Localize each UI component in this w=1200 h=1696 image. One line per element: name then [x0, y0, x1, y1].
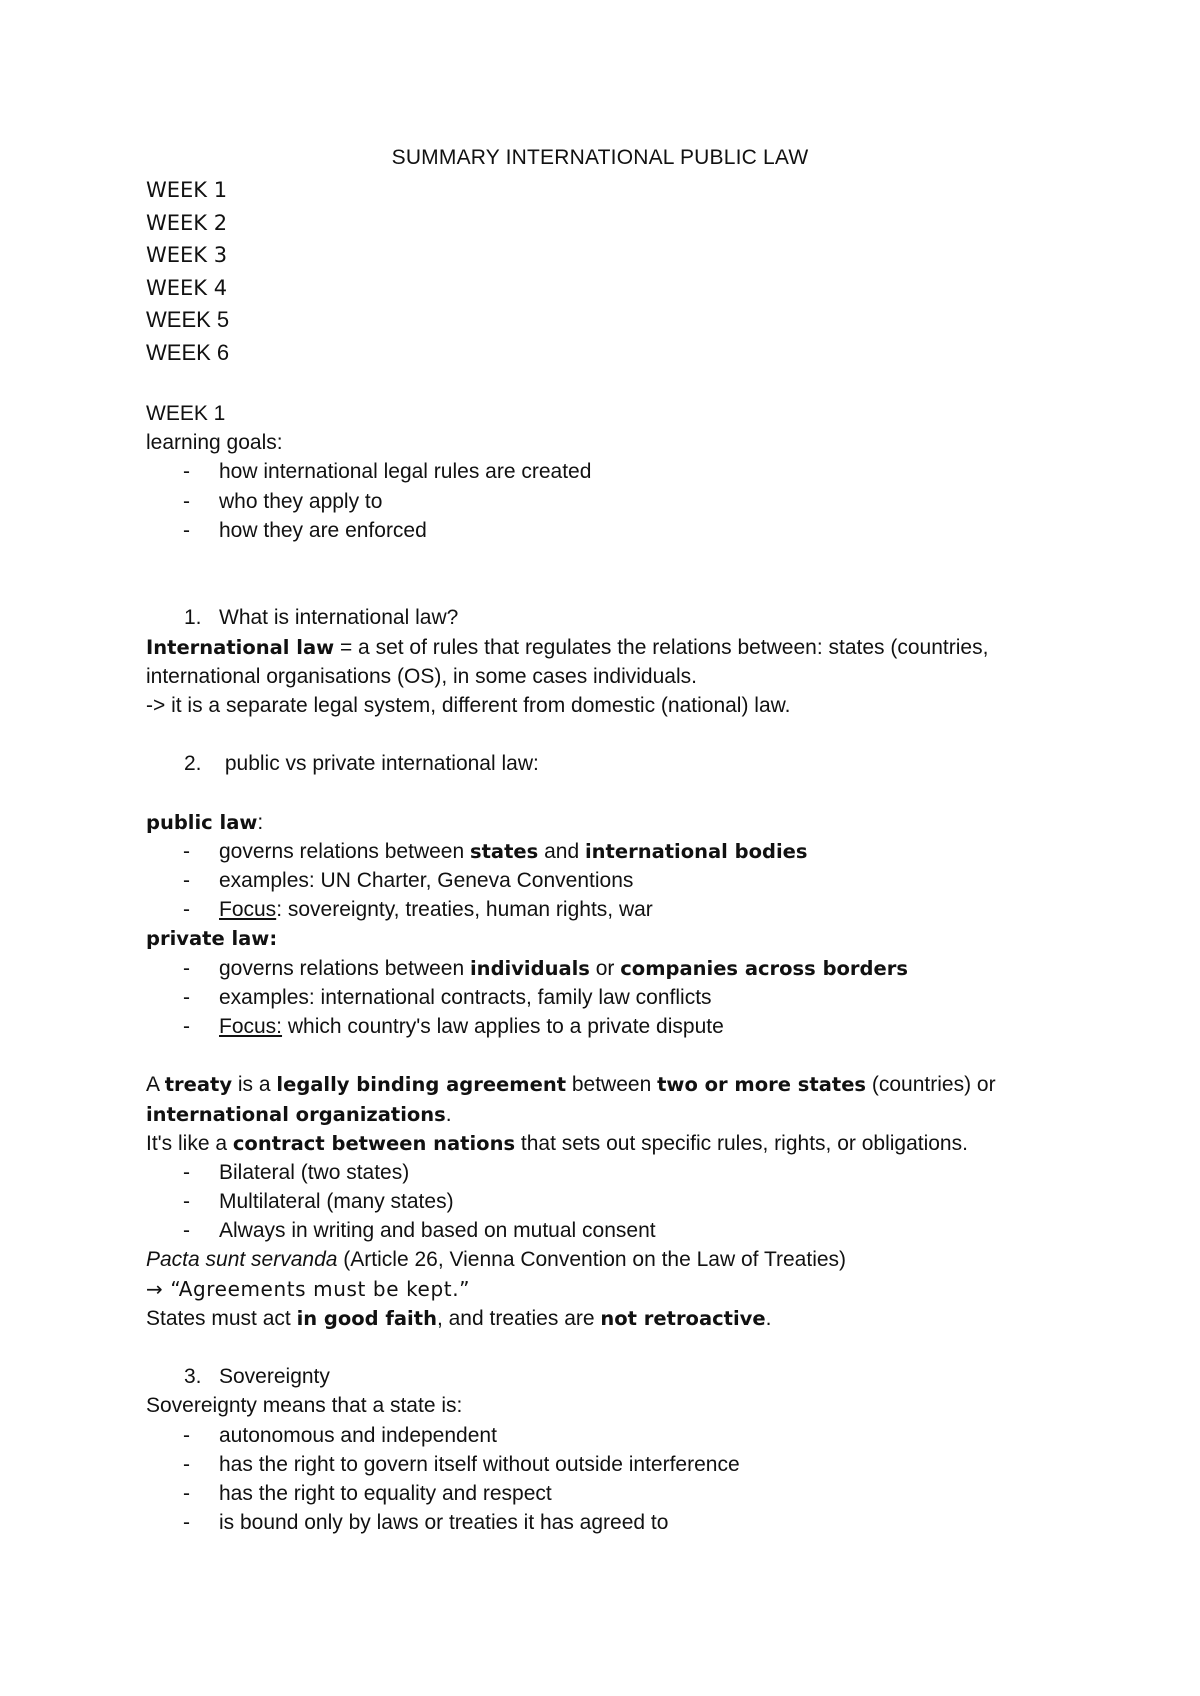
paragraph: States must act in good faith, and treaties are not retroactive.	[146, 1306, 772, 1330]
list-item: - how international legal rules are created	[146, 457, 1066, 486]
paragraph: International law = a set of rules that regulates the relations between: states (countries,	[146, 635, 989, 659]
bullet: -	[183, 489, 190, 513]
toc-item[interactable]: WEEK 3	[146, 243, 228, 267]
list-item: - has the right to equality and respect	[183, 1481, 552, 1505]
paragraph: It's like a contract between nations that sets out specific rules, rights, or obligations.	[146, 1131, 968, 1155]
section-heading: 3. Sovereignty	[184, 1365, 330, 1389]
list-item: - autonomous and independent	[183, 1423, 497, 1447]
quote: → “Agreements must be kept.”	[146, 1276, 471, 1301]
bullet: -	[183, 460, 190, 484]
toc-item[interactable]: WEEK 4	[146, 275, 228, 300]
paragraph: A treaty is a legally binding agreement between two or more states (countries) or	[146, 1073, 996, 1097]
table-of-contents	[146, 174, 229, 369]
list-item: - Bilateral (two states)	[183, 1160, 410, 1184]
toc-item[interactable]: WEEK 5	[146, 307, 230, 332]
document-title: SUMMARY INTERNATIONAL PUBLIC LAW	[391, 146, 809, 169]
document-body	[146, 399, 1066, 1537]
section-heading: 1. What is international law?	[184, 606, 459, 630]
paragraph: -> it is a separate legal system, different from domestic (national) law.	[146, 693, 791, 717]
list-item: - Always in writing and based on mutual consent	[183, 1219, 656, 1243]
paragraph: international organizations.	[146, 1102, 452, 1126]
toc-item[interactable]: WEEK 1	[146, 178, 228, 202]
list-item: - Focus: sovereignty, treaties, human rights, war	[183, 898, 653, 922]
paragraph: Sovereignty means that a state is:	[146, 1394, 463, 1418]
subheading: public law:	[146, 810, 264, 834]
list-item: - how they are enforced	[146, 516, 1066, 545]
list-item: - who they apply to	[146, 487, 1066, 516]
bullet: -	[183, 518, 190, 542]
toc-item[interactable]: WEEK 2	[146, 210, 228, 235]
list-item: - Multilateral (many states)	[183, 1190, 454, 1214]
section-heading: 2. public vs private international law:	[184, 752, 539, 776]
list-item: - examples: UN Charter, Geneva Conventions	[183, 869, 634, 893]
list-item: - examples: international contracts, family law conflicts	[183, 985, 712, 1009]
toc-item[interactable]: WEEK 6	[146, 339, 230, 365]
week-heading: WEEK 1	[146, 402, 226, 425]
list-item: - Focus: which country's law applies to a private dispute	[183, 1014, 724, 1038]
list-item: - has the right to govern itself without outside interference	[183, 1452, 740, 1476]
list-item: - governs relations between states and international bodies	[183, 839, 808, 863]
subheading: private law:	[146, 927, 278, 951]
list-item: - governs relations between individuals or companies across borders	[183, 956, 908, 980]
list-item: - is bound only by laws or treaties it has agreed to	[183, 1511, 669, 1535]
paragraph: Pacta sunt servanda (Article 26, Vienna Convention on the Law of Treaties)	[146, 1248, 847, 1272]
paragraph: international organisations (OS), in some cases individuals.	[146, 664, 697, 688]
learning-goals-label: learning goals:	[146, 431, 283, 455]
